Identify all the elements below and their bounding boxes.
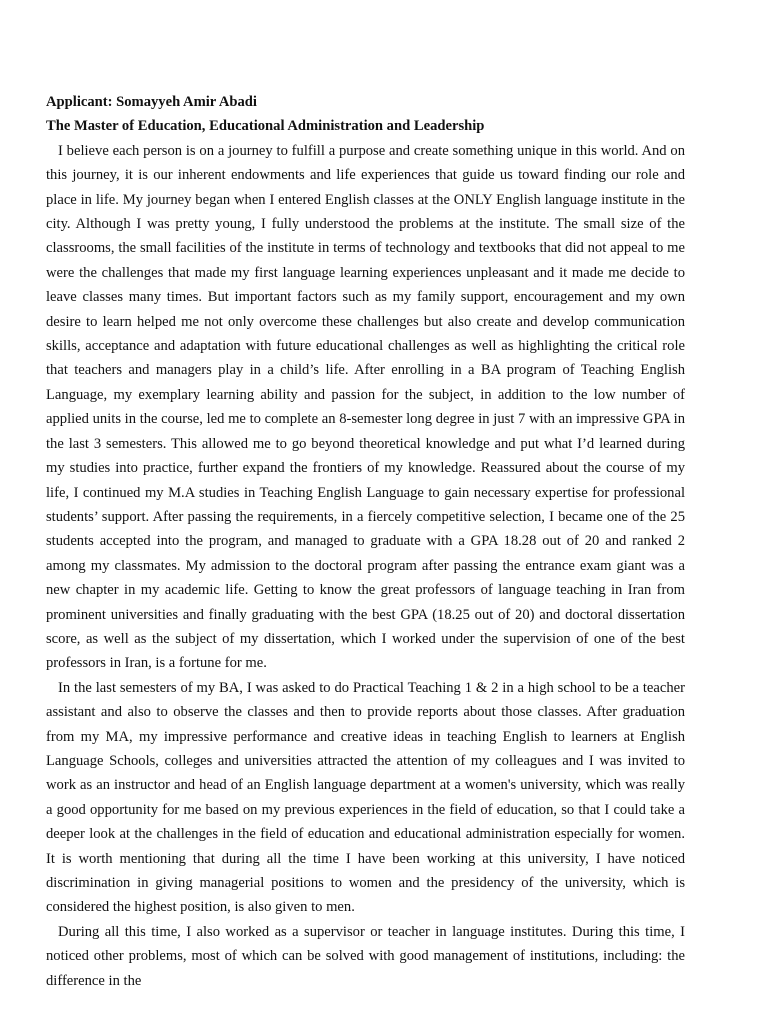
paragraph-1: I believe each person is on a journey to fulfill a purpose and create something unique in this world. And on this journey, it is our inherent endowments and life experiences that guide us toward finding our role and place in life. My journey began when I entered English classes at the ONLY English language institute in the city. Although I was pretty young, I fully understood the problems at the institute. The small size of the classrooms, the small facilities of the institute in terms of technology and textbooks that did not appeal to me were the challenges that made my first language learning experiences unpleasant and it made me decide to leave classes many times. But important factors such as my family support, encouragement and my own desire to learn helped me not only overcome these challenges but also create and develop communication skills, acceptance and adaptation with future educational challenges as well as highlighting the critical role that teachers and managers play in a child’s life. After enrolling in a BA program of Teaching English Language, my exemplary learning ability and passion for the subject, in addition to the low number of applied units in the course, led me to complete an 8-semester long degree in just 7 with an impressive GPA in the last 3 semesters. This allowed me to go beyond theoretical knowledge and put what I’d learned during my studies into practice, further expand the frontiers of my knowledge. Reassured about the course of my life, I continued my M.A studies in Teaching English Language to gain necessary expertise for professional students’ support. After passing the requirements, in a fiercely competitive selection, I became one of the 25 students accepted into the program, and managed to graduate with a GPA 18.28 out of 20 and ranked 2 among my classmates. My admission to the doctoral program after passing the entrance exam giant was a new chapter in my academic life. Getting to know the great professors of language teaching in Iran from prominent universities and finally graduating with the best GPA (18.25 out of 20) and doctoral dissertation score, as well as the subject of my dissertation, which I worked under the supervision of one of the best professors in Iran, is a fortune for me. [46, 142, 685, 672]
applicant-line: Applicant: Somayyeh Amir Abadi [46, 94, 257, 110]
program-title: The Master of Education, Educational Administration and Leadership [46, 118, 485, 135]
paragraph-3: During all this time, I also worked as a supervisor or teacher in language institutes. During this time, I noticed other problems, most of which can be solved with good management of institutions, including: the difference in the [46, 923, 685, 989]
document-page [46, 90, 685, 993]
paragraph-2: In the last semesters of my BA, I was asked to do Practical Teaching 1 & 2 in a high school to be a teacher assistant and also to observe the classes and then to provide reports about those classes. After graduation from my MA, my impressive performance and creative ideas in teaching English to learners at English Language Schools, colleges and universities attracted the attention of my colleagues and I was invited to work as an instructor and head of an English language department at a women's university, which was really a good opportunity for me based on my previous experiences in the field of education, so that I could take a deeper look at the challenges in the field of education and educational administration especially for women. It is worth mentioning that during all the time I have been working at this university, I have noticed discrimination in giving managerial positions to women and the presidency of the university, which is considered the highest position, is also given to men. [46, 679, 685, 916]
